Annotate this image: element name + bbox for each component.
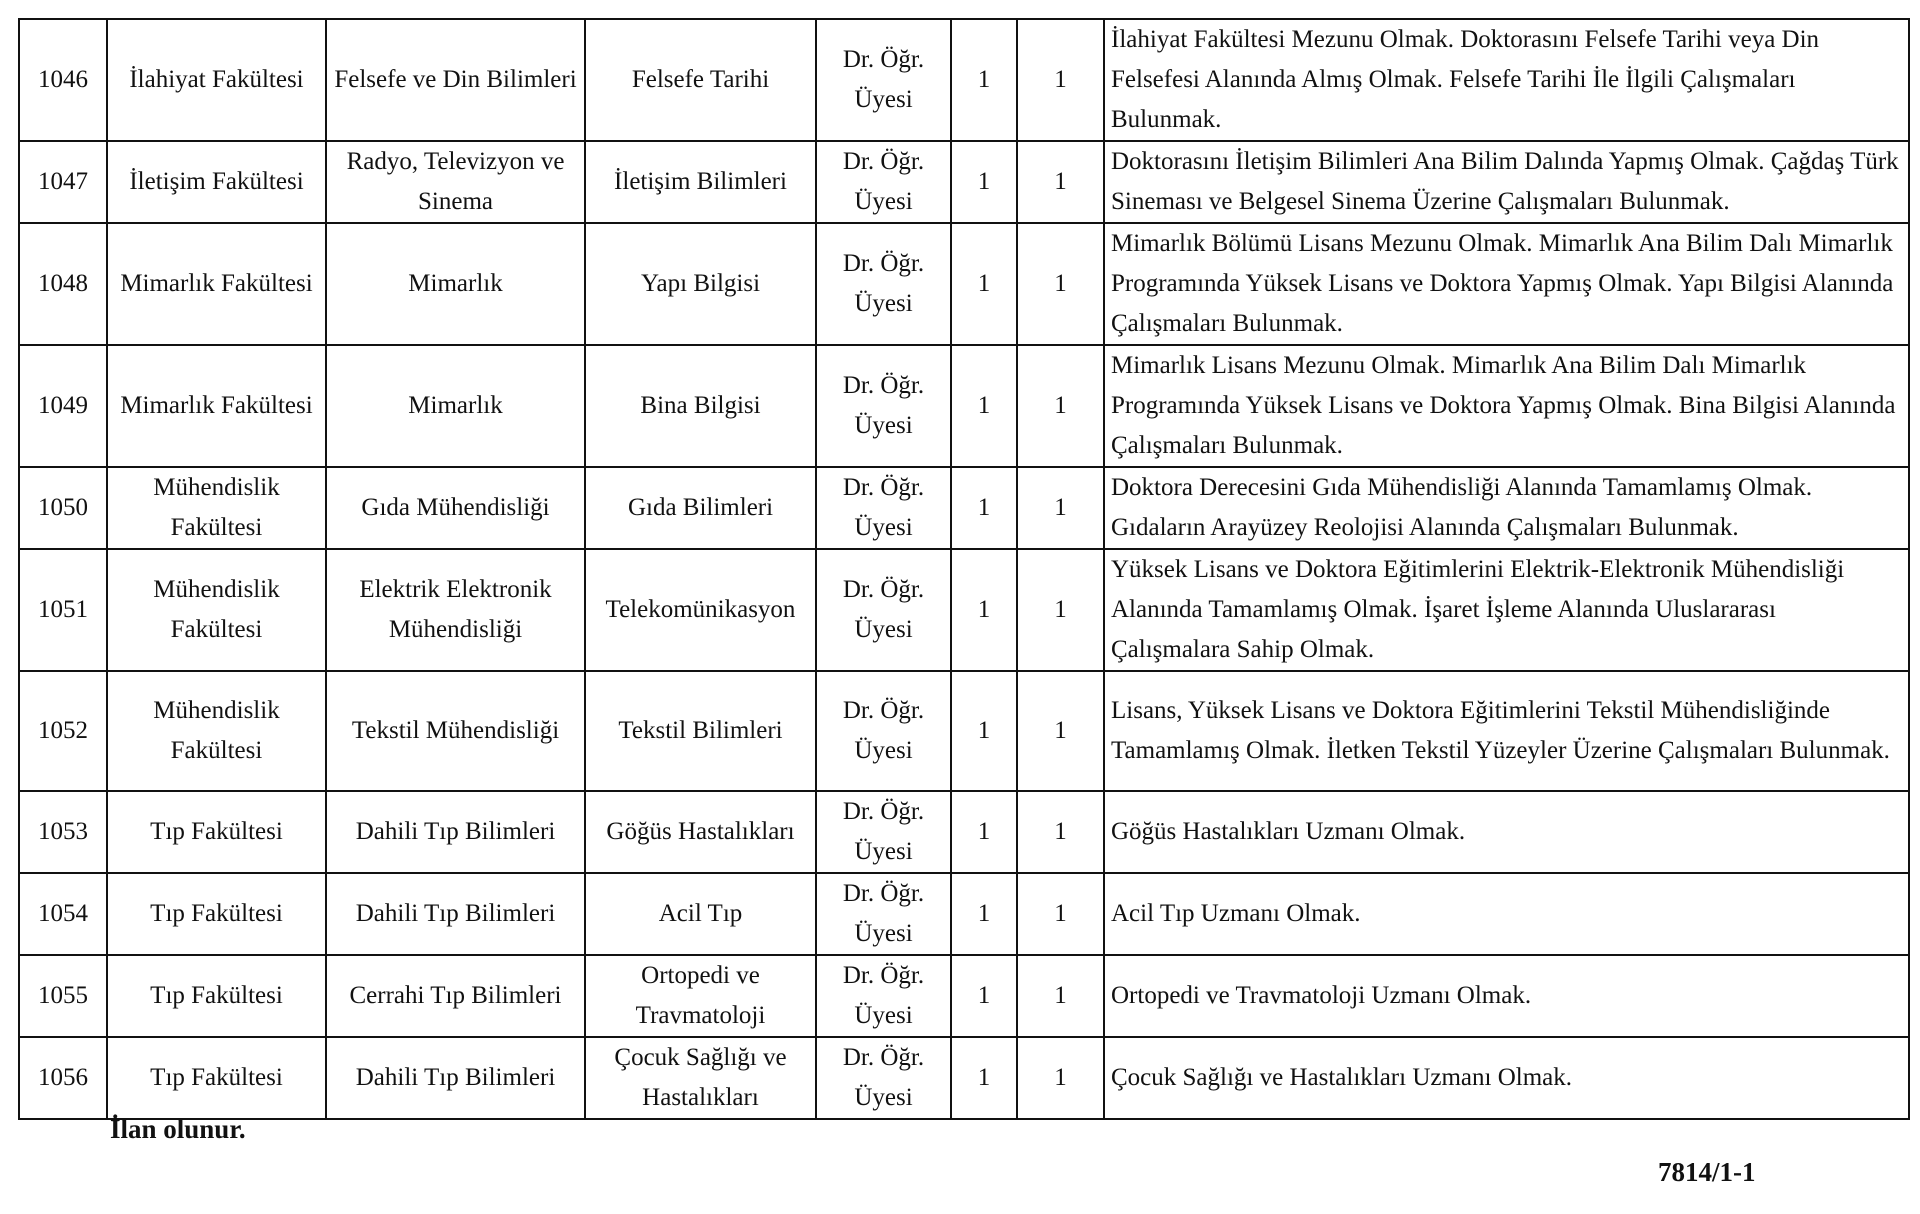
faculty: Tıp Fakültesi [107, 791, 326, 873]
faculty: Tıp Fakültesi [107, 955, 326, 1037]
count-b: 1 [1017, 467, 1104, 549]
department: Tekstil Mühendisliği [326, 671, 585, 791]
department: Cerrahi Tıp Bilimleri [326, 955, 585, 1037]
requirement: Acil Tıp Uzmanı Olmak. [1104, 873, 1909, 955]
requirement: Çocuk Sağlığı ve Hastalıkları Uzmanı Olmak. [1104, 1037, 1909, 1119]
department: Dahili Tıp Bilimleri [326, 873, 585, 955]
faculty: Mimarlık Fakültesi [107, 223, 326, 345]
requirement: Mimarlık Bölümü Lisans Mezunu Olmak. Mimarlık Ana Bilim Dalı Mimarlık Programında Yüksek Lisans ve Doktora Yapmış Olmak. Yapı Bilgisi Alanında Çalışmaları Bulunmak. [1104, 223, 1909, 345]
count-a: 1 [951, 955, 1017, 1037]
table-row [19, 223, 1909, 345]
department: Gıda Mühendisliği [326, 467, 585, 549]
count-a: 1 [951, 19, 1017, 141]
faculty: İletişim Fakültesi [107, 141, 326, 223]
count-b: 1 [1017, 141, 1104, 223]
faculty: Tıp Fakültesi [107, 873, 326, 955]
table-row [19, 19, 1909, 141]
count-a: 1 [951, 141, 1017, 223]
field: Bina Bilgisi [585, 345, 816, 467]
requirement: İlahiyat Fakültesi Mezunu Olmak. Doktorasını Felsefe Tarihi veya Din Felsefesi Alanında Almış Olmak. Felsefe Tarihi İle İlgili Çalışmaları Bulunmak. [1104, 19, 1909, 141]
field: Ortopedi ve Travmatoloji [585, 955, 816, 1037]
ilan-no: 1055 [19, 955, 107, 1037]
faculty: Mimarlık Fakültesi [107, 345, 326, 467]
ilan-no: 1051 [19, 549, 107, 671]
ilan-no: 1054 [19, 873, 107, 955]
count-b: 1 [1017, 1037, 1104, 1119]
count-a: 1 [951, 873, 1017, 955]
count-a: 1 [951, 791, 1017, 873]
academic-title: Dr. Öğr. Üyesi [816, 1037, 951, 1119]
field: Gıda Bilimleri [585, 467, 816, 549]
field: Telekomünikasyon [585, 549, 816, 671]
requirement: Doktora Derecesini Gıda Mühendisliği Alanında Tamamlamış Olmak. Gıdaların Arayüzey Reolojisi Alanında Çalışmaları Bulunmak. [1104, 467, 1909, 549]
count-b: 1 [1017, 19, 1104, 141]
count-b: 1 [1017, 791, 1104, 873]
table-row [19, 671, 1909, 791]
requirement: Ortopedi ve Travmatoloji Uzmanı Olmak. [1104, 955, 1909, 1037]
academic-title: Dr. Öğr. Üyesi [816, 955, 951, 1037]
academic-title: Dr. Öğr. Üyesi [816, 791, 951, 873]
requirement: Doktorasını İletişim Bilimleri Ana Bilim Dalında Yapmış Olmak. Çağdaş Türk Sineması ve Belgesel Sinema Üzerine Çalışmaları Bulunmak. [1104, 141, 1909, 223]
faculty: Mühendislik Fakültesi [107, 467, 326, 549]
ilan-no: 1046 [19, 19, 107, 141]
academic-title: Dr. Öğr. Üyesi [816, 345, 951, 467]
field: Tekstil Bilimleri [585, 671, 816, 791]
requirement: Lisans, Yüksek Lisans ve Doktora Eğitimlerini Tekstil Mühendisliğinde Tamamlamış Olmak. İletken Tekstil Yüzeyler Üzerine Çalışmaları Bulunmak. [1104, 671, 1909, 791]
faculty: Mühendislik Fakültesi [107, 671, 326, 791]
table-row [19, 791, 1909, 873]
department: Mimarlık [326, 223, 585, 345]
table-row [19, 141, 1909, 223]
field: Yapı Bilgisi [585, 223, 816, 345]
count-a: 1 [951, 223, 1017, 345]
department: Dahili Tıp Bilimleri [326, 791, 585, 873]
count-b: 1 [1017, 873, 1104, 955]
reference-number: 7814/1-1 [1658, 1157, 1756, 1187]
count-a: 1 [951, 549, 1017, 671]
faculty: Mühendislik Fakültesi [107, 549, 326, 671]
ilan-no: 1052 [19, 671, 107, 791]
count-b: 1 [1017, 549, 1104, 671]
requirement: Göğüs Hastalıkları Uzmanı Olmak. [1104, 791, 1909, 873]
field: Felsefe Tarihi [585, 19, 816, 141]
announcement-note: İlan olunur. [110, 1114, 246, 1144]
department: Dahili Tıp Bilimleri [326, 1037, 585, 1119]
department: Felsefe ve Din Bilimleri [326, 19, 585, 141]
table-row [19, 345, 1909, 467]
count-a: 1 [951, 467, 1017, 549]
field: Göğüs Hastalıkları [585, 791, 816, 873]
table-row [19, 467, 1909, 549]
count-a: 1 [951, 671, 1017, 791]
academic-title: Dr. Öğr. Üyesi [816, 223, 951, 345]
academic-title: Dr. Öğr. Üyesi [816, 19, 951, 141]
field: Çocuk Sağlığı ve Hastalıkları [585, 1037, 816, 1119]
table-row [19, 873, 1909, 955]
department: Radyo, Televizyon ve Sinema [326, 141, 585, 223]
academic-title: Dr. Öğr. Üyesi [816, 549, 951, 671]
faculty: Tıp Fakültesi [107, 1037, 326, 1119]
department: Elektrik Elektronik Mühendisliği [326, 549, 585, 671]
count-b: 1 [1017, 223, 1104, 345]
field: Acil Tıp [585, 873, 816, 955]
table-row [19, 955, 1909, 1037]
count-b: 1 [1017, 955, 1104, 1037]
positions-table [18, 18, 1910, 1120]
field: İletişim Bilimleri [585, 141, 816, 223]
academic-title: Dr. Öğr. Üyesi [816, 873, 951, 955]
academic-title: Dr. Öğr. Üyesi [816, 671, 951, 791]
table-row [19, 549, 1909, 671]
count-b: 1 [1017, 345, 1104, 467]
academic-title: Dr. Öğr. Üyesi [816, 141, 951, 223]
department: Mimarlık [326, 345, 585, 467]
academic-title: Dr. Öğr. Üyesi [816, 467, 951, 549]
count-b: 1 [1017, 671, 1104, 791]
ilan-no: 1047 [19, 141, 107, 223]
ilan-no: 1056 [19, 1037, 107, 1119]
ilan-no: 1048 [19, 223, 107, 345]
faculty: İlahiyat Fakültesi [107, 19, 326, 141]
ilan-no: 1049 [19, 345, 107, 467]
ilan-no: 1053 [19, 791, 107, 873]
table-row [19, 1037, 1909, 1119]
requirement: Yüksek Lisans ve Doktora Eğitimlerini Elektrik-Elektronik Mühendisliği Alanında Tamamlamış Olmak. İşaret İşleme Alanında Uluslararası Çalışmalara Sahip Olmak. [1104, 549, 1909, 671]
requirement: Mimarlık Lisans Mezunu Olmak. Mimarlık Ana Bilim Dalı Mimarlık Programında Yüksek Lisans ve Doktora Yapmış Olmak. Bina Bilgisi Alanında Çalışmaları Bulunmak. [1104, 345, 1909, 467]
count-a: 1 [951, 345, 1017, 467]
count-a: 1 [951, 1037, 1017, 1119]
ilan-no: 1050 [19, 467, 107, 549]
